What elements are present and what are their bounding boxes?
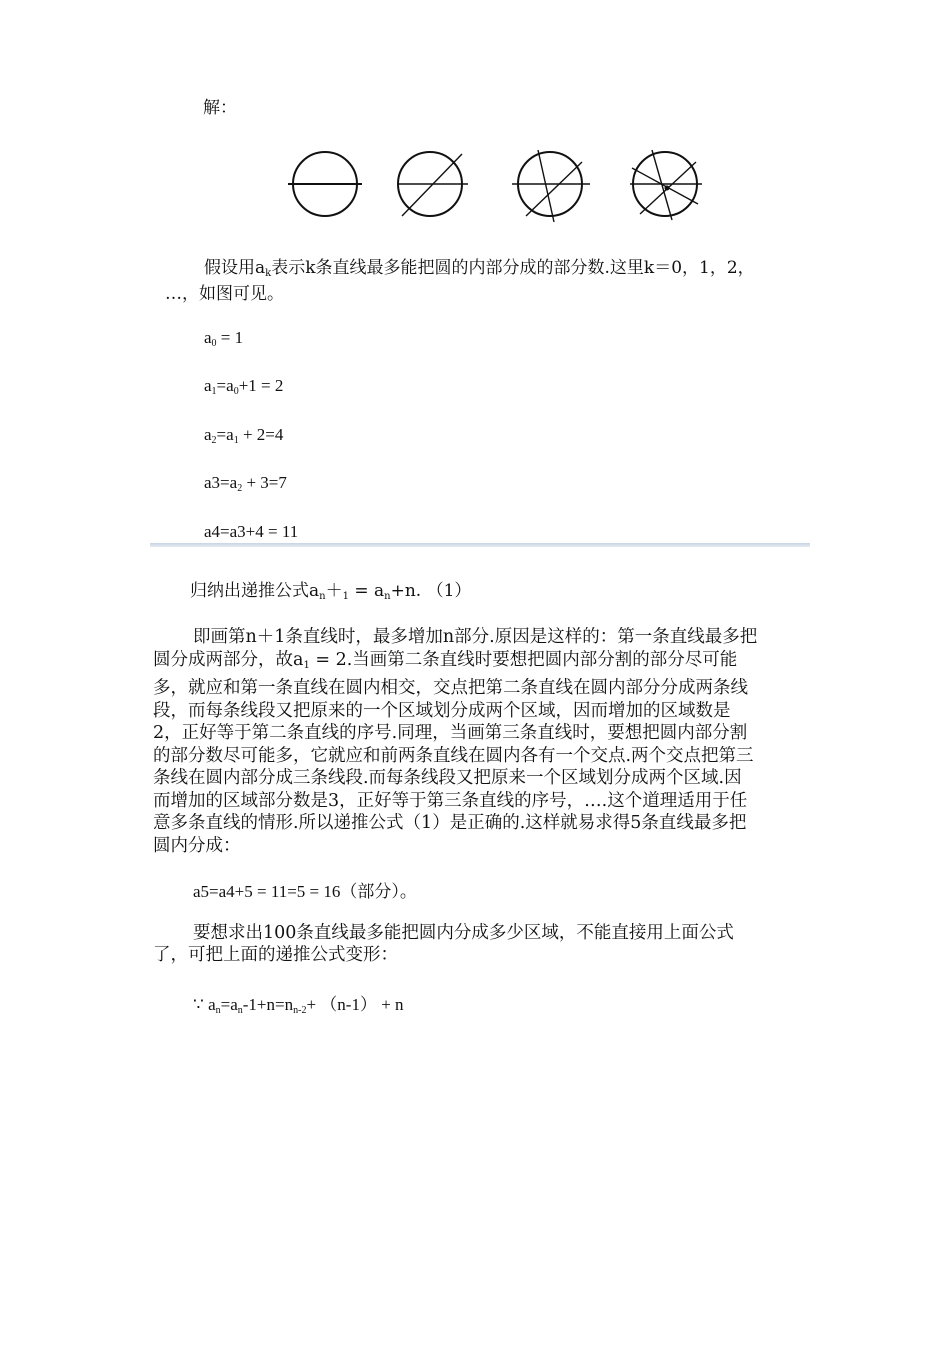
assumption-line-2: …，如图可见。: [165, 284, 284, 304]
explanation-line: 意多条直线的情形.所以递推公式（1）是正确的.这样就易求得5条直线最多把: [153, 813, 747, 833]
explanation-line: 段，而每条线段又把原来的一个区域划分成两个区域，因而增加的区域数是: [153, 700, 731, 721]
equation-a1: $a_1=a_0+1 = 2$: [204, 376, 284, 397]
explanation-line: 即画第n＋1条直线时，最多增加n部分.原因是这样的：第一条直线最多把: [193, 627, 758, 647]
explanation-line: 圆内分成：: [153, 835, 241, 856]
explanation-line: 2，正好等于第二条直线的序号.同理，当画第三条直线时，要想把圆内部分割: [153, 723, 748, 743]
assumption-line-1: 假设用$a_k$表示k条直线最多能把圆的内部分成的部分数.这里k＝0，1，2，: [204, 258, 755, 279]
hundred-line-1: 要想求出100条直线最多能把圆内分成多少区域，不能直接用上面公式: [193, 923, 734, 943]
equation-a0: $a_0 = 1$: [204, 328, 244, 349]
figure-0-lines: [288, 152, 362, 216]
section-divider: [150, 543, 810, 547]
explanation-line: 而增加的区域部分数是3，正好等于第三条直线的序号，….这个道理适用于任: [153, 790, 748, 811]
figure-2-lines: [512, 150, 590, 222]
hundred-line-2: 了，可把上面的递推公式变形：: [153, 945, 398, 965]
explanation-paragraph: [153, 626, 818, 857]
equation-a3: $a3=a_2 + 3=7$: [204, 473, 287, 494]
explanation-line: 的部分数尽可能多，它就应和前两条直线在圆内各有一个交点.两个交点把第三: [153, 745, 754, 766]
equation-a4: a4=a3+4 = 11: [204, 522, 299, 541]
solution-label: 解：: [203, 98, 237, 118]
explanation-line: 多，就应和第一条直线在圆内相交，交点把第二条直线在圆内部分分成两条线: [153, 678, 748, 698]
since-formula: ∵ $a_n=a_n-1+n=n_{n-2}+ (n-1) + n$: [193, 995, 404, 1016]
circle-lines-figures: [280, 140, 720, 230]
figure-1-lines: [398, 152, 468, 216]
induction-formula: 归纳出递推公式$a_n+_1 = a_n+n$. （1）: [190, 581, 472, 602]
equation-a2: $a_2=a_1 + 2=4$: [204, 425, 284, 446]
explanation-line: 条线在圆内部分成三条线段.而每条线段又把原来一个区域划分成两个区域.因: [153, 768, 742, 788]
explanation-line: 圆分成两部分，故$a_1 = 2$.当画第二条直线时要想把圆内部分割的部分尽可能: [153, 649, 738, 671]
figure-3-lines: [630, 150, 702, 220]
equation-a5: a5=a4+5 = 11=5 = 16（部分）。: [193, 882, 417, 901]
